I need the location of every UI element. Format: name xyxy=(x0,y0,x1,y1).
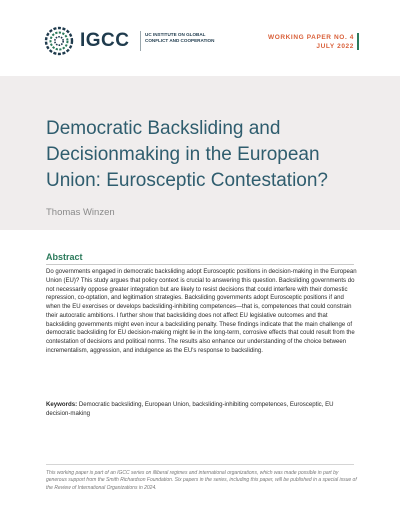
footer-divider xyxy=(46,464,354,465)
author-name: Thomas Winzen xyxy=(46,207,115,218)
footer-note: This working paper is part of an IGCC series on illiberal regimes and international organizations, which was made possible in part by generous support from the Smith Richardson Foundation. Six papers in the series, including this paper, will be published in a special issue of the Review of International Organizations in 2024. xyxy=(46,470,357,491)
logo-divider xyxy=(140,31,141,51)
paper-title: Democratic Backsliding and Decisionmaking in the European Union: Eurosceptic Contestation? xyxy=(46,118,328,191)
keywords-label: Keywords: xyxy=(46,401,78,408)
keywords-paragraph xyxy=(46,400,358,418)
abstract-divider xyxy=(46,264,354,265)
page-header xyxy=(0,0,400,76)
igcc-logo-icon xyxy=(44,26,74,56)
abstract-text: Do governments engaged in democratic backsliding adopt Eurosceptic positions in decision-making in the European Union (EU)? This study argues that policy context is crucial to answering this question. Backsliding governments do not necessarily oppose greater integration but are likely to resist decisions that could interfere with their domestic repression, co-optation, and legitimation strategies. Backsliding governments adopt Eurosceptic positions if and when the EU exercises or develops backsliding-inhibiting competences—that is, competences that could constrain their autocratic ambitions. I further show that backsliding does not affect EU legislative outcomes and that backsliding governments might even incur a backsliding penalty. These findings indicate that the main challenge of democratic backsliding for EU decision-making might lie in the long-term, corrosive effects that could result from the contestation of decisions and political norms. The results also enhance our understanding of the choice between incrementalism, aggression, and indulgence as the EU's response to backsliding. xyxy=(46,269,357,354)
logo-subtitle: UC INSTITUTE ON GLOBAL CONFLICT AND COOPERATION xyxy=(145,32,215,43)
abstract-heading: Abstract xyxy=(46,252,83,262)
logo-wordmark: IGCC xyxy=(80,30,130,51)
working-paper-label xyxy=(268,33,354,51)
accent-bar xyxy=(357,33,359,50)
series-number: WORKING PAPER NO. 4 xyxy=(267,34,354,41)
keywords-text: Democratic backsliding, European Union, backsliding-inhibiting competences, Eurosceptic, EU decision-making xyxy=(46,401,334,417)
publication-date: JULY 2022 xyxy=(316,43,354,50)
